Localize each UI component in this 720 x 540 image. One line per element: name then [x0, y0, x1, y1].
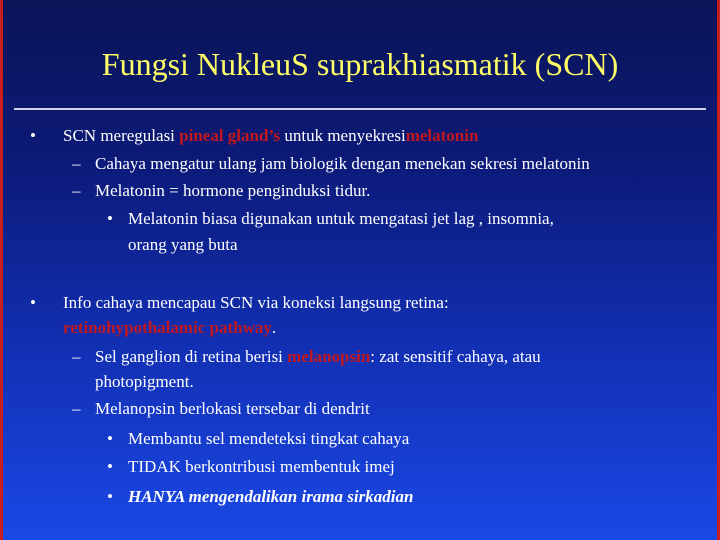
- bullet-1-1-text: Cahaya mengatur ulang jam biologik dengan menekan sekresi melatonin: [95, 154, 590, 173]
- bullet-2-1-line1: [95, 346, 541, 368]
- bullet-2-1-line2: photopigment.: [95, 372, 194, 391]
- bullet-1-pre: SCN meregulasi: [63, 126, 180, 145]
- bullet-2-2-text: Melanopsin berlokasi tersebar di dendrit: [95, 399, 370, 418]
- bullet-1-highlight-melatonin: melatonin: [405, 126, 479, 145]
- bullet-icon: •: [107, 487, 113, 506]
- slide-title: Fungsi NukleuS suprakhiasmatik (SCN): [101, 46, 619, 82]
- bullet-2-1-pre: Sel ganglion di retina berisi: [95, 347, 288, 366]
- bullet-icon: •: [30, 126, 36, 145]
- bullet-1-2-1-line1: Melatonin biasa digunakan untuk mengatasi jet lag , insomnia,: [128, 209, 554, 228]
- bullet-icon: •: [107, 209, 113, 228]
- bullet-icon: •: [107, 429, 113, 448]
- bullet-2-2-1-text: Membantu sel mendeteksi tingkat cahaya: [128, 429, 410, 448]
- bullet-1-highlight-pineal: pineal gland’s: [179, 126, 281, 145]
- bullet-2-line2: [63, 317, 276, 339]
- dash-icon: –: [72, 399, 81, 418]
- dash-icon: –: [72, 347, 81, 366]
- bullet-1-text: [63, 125, 478, 147]
- bullet-2-1-post: : zat sensitif cahaya, atau: [370, 347, 541, 366]
- bullet-2-period: .: [271, 318, 277, 337]
- bullet-2-2-2-text: TIDAK berkontribusi membentuk imej: [128, 457, 395, 476]
- dash-icon: –: [72, 154, 81, 173]
- bullet-1-2-1-line2: orang yang buta: [128, 235, 238, 254]
- dash-icon: –: [72, 181, 81, 200]
- bullet-2-line1: Info cahaya mencapau SCN via koneksi langsung retina:: [63, 293, 449, 312]
- bullet-icon: •: [30, 293, 36, 312]
- bullet-1-mid: untuk menyekresi: [280, 126, 406, 145]
- bullet-2-1-highlight-melanopsin: melanopsin: [287, 347, 371, 366]
- bullet-icon: •: [107, 457, 113, 476]
- title-divider: [14, 108, 706, 110]
- bullet-2-highlight-pathway: retinohypothalamic pathway: [63, 318, 272, 337]
- bullet-1-2-text: Melatonin = hormone penginduksi tidur.: [95, 181, 371, 200]
- bullet-2-2-3-text: HANYA mengendalikan irama sirkadian: [128, 487, 414, 506]
